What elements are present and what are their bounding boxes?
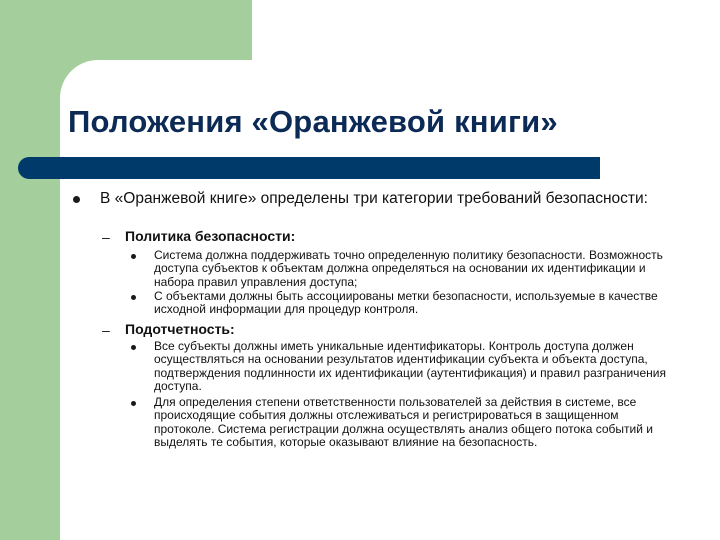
section-heading-policy: Политика безопасности: bbox=[125, 228, 296, 244]
list-item: Система должна поддерживать точно определенную политику безопасности. Возможность доступа субъектов к объектам должна определяться на основании их идентификации и набора правил управления доступа; bbox=[154, 248, 663, 289]
dash-bullet-icon: – bbox=[102, 322, 110, 338]
bullet-dot-icon bbox=[73, 196, 80, 203]
bullet-dot-icon bbox=[131, 345, 136, 350]
decorative-green-strip bbox=[0, 0, 60, 540]
title-underline-bar bbox=[18, 157, 600, 179]
bullet-dot-icon bbox=[131, 254, 136, 259]
intro-text: В «Оранжевой книге» определены три категории требований безопасности: bbox=[100, 190, 648, 207]
section-heading-accountability: Подотчетность: bbox=[125, 321, 235, 337]
slide-title: Положения «Оранжевой книги» bbox=[68, 104, 558, 139]
list-item: Все субъекты должны иметь уникальные идентификаторы. Контроль доступа должен осуществляться на основании результатов идентификации субъекта и объекта доступа, подтверждения подлинности их идентификации (аутентификация) и правил разграничения доступа. bbox=[154, 339, 666, 394]
bullet-dot-icon bbox=[131, 401, 136, 406]
dash-bullet-icon: – bbox=[102, 229, 110, 245]
bullet-dot-icon bbox=[131, 295, 136, 300]
list-item: С объектами должны быть ассоциированы метки безопасности, используемые в качестве исходной информации для процедур контроля. bbox=[154, 289, 658, 317]
list-item: Для определения степени ответственности пользователей за действия в системе, все происходящие события должны отслеживаться и регистрироваться в защищенном протоколе. Система регистрации должна осуществлять анализ общего потока событий и выделять те события, которые оказывают влияние на безопасность. bbox=[154, 395, 653, 450]
